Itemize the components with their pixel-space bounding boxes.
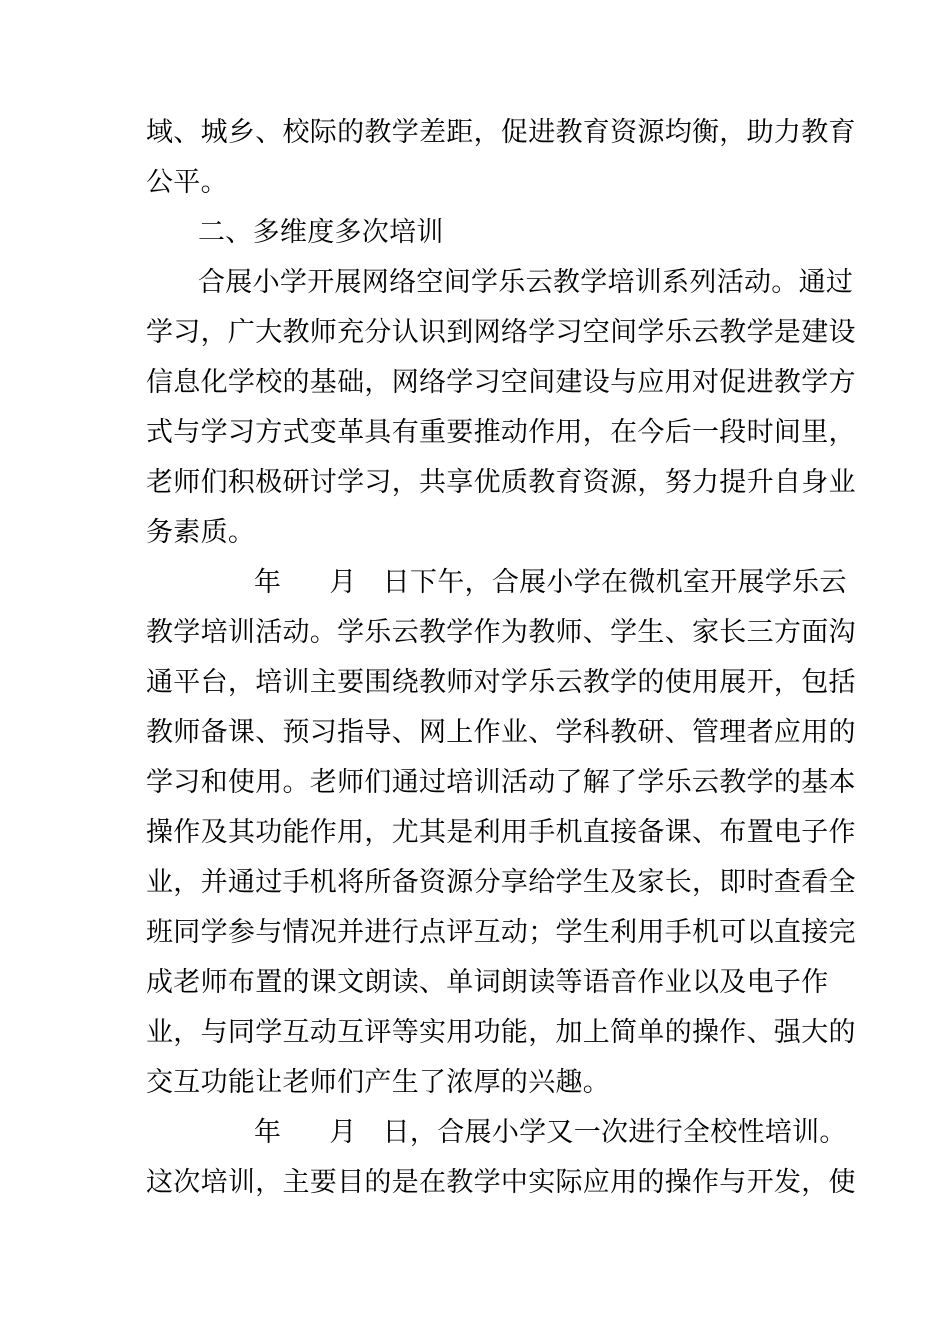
- paragraph-line: 务素质。: [146, 517, 256, 548]
- paragraph-line: 合展小学开展网络空间学乐云教学培训系列活动。通过: [198, 267, 854, 298]
- date-line: [254, 1118, 847, 1148]
- paragraph-line: 业，并通过手机将所备资源分享给学生及家长，即时查看全: [146, 867, 856, 898]
- paragraph-line: 交互功能让老师们产生了浓厚的兴趣。: [146, 1067, 611, 1098]
- paragraph-line: 老师们积极研讨学习，共享优质教育资源，努力提升自身业: [146, 467, 856, 498]
- date-line-text: 日，合展小学又一次进行全校性培训。: [382, 1117, 847, 1148]
- paragraph-line: 域、城乡、校际的教学差距，促进教育资源均衡，助力教育: [146, 117, 856, 148]
- section-heading: 二、多维度多次培训: [198, 217, 444, 248]
- paragraph-line: 这次培训，主要目的是在教学中实际应用的操作与开发，使: [146, 1167, 856, 1198]
- paragraph-line: 公平。: [146, 167, 228, 198]
- paragraph-line: 操作及其功能作用，尤其是利用手机直接备课、布置电子作: [146, 817, 856, 848]
- paragraph-line: 业，与同学互动互评等实用功能，加上简单的操作、强大的: [146, 1017, 856, 1048]
- paragraph-line: 式与学习方式变革具有重要推动作用，在今后一段时间里，: [146, 417, 856, 448]
- month-label: 月: [329, 1117, 357, 1148]
- paragraph-line: 信息化学校的基础，网络学习空间建设与应用对促进教学方: [146, 367, 856, 398]
- date-line: [254, 568, 847, 598]
- paragraph-line: 成老师布置的课文朗读、单词朗读等语音作业以及电子作: [146, 967, 829, 998]
- paragraph-line: 学习，广大教师充分认识到网络学习空间学乐云教学是建设: [146, 317, 856, 348]
- paragraph-line: 班同学参与情况并进行点评互动；学生利用手机可以直接完: [146, 917, 856, 948]
- paragraph-line: 教学培训活动。学乐云教学作为教师、学生、家长三方面沟: [146, 617, 856, 648]
- year-label: 年: [254, 567, 282, 598]
- paragraph-line: 教师备课、预习指导、网上作业、学科教研、管理者应用的: [146, 717, 856, 748]
- year-label: 年: [254, 1117, 282, 1148]
- date-line-text: 日下午，合展小学在微机室开展学乐云: [382, 567, 847, 598]
- paragraph-line: 通平台，培训主要围绕教师对学乐云教学的使用展开，包括: [146, 667, 856, 698]
- paragraph-line: 学习和使用。老师们通过培训活动了解了学乐云教学的基本: [146, 767, 856, 798]
- month-label: 月: [329, 567, 357, 598]
